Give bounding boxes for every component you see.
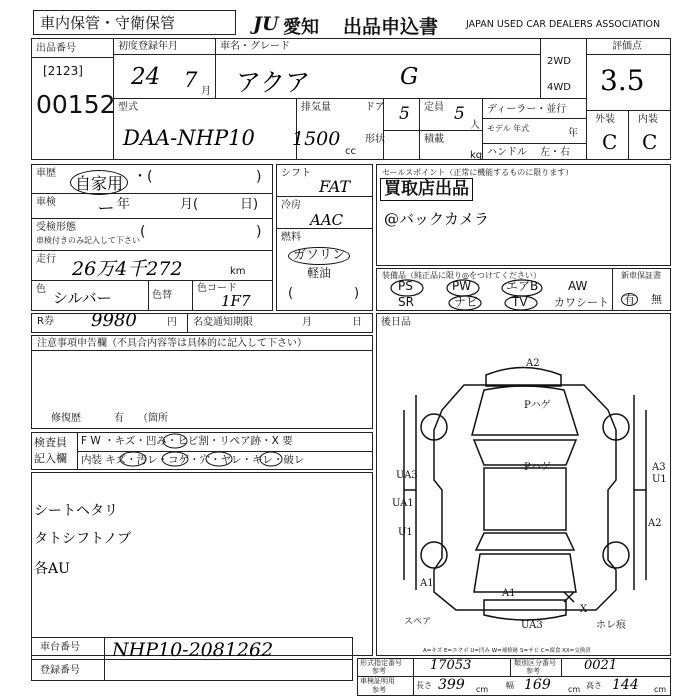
inspector-label-2: 記入欄 [34,452,67,465]
diagram-label-a2-right: A2 [648,518,662,529]
dealer-label: ディーラー・並行 [487,104,567,115]
equip-navi-circle [449,296,481,310]
diagram-label-spare: スペア [404,617,432,627]
diagram-right-side [634,395,646,590]
memo-line-2: タトシフトノブ [34,531,132,547]
capacity-value: 5 [454,104,465,124]
car-name-label: 車名・グレード [220,41,290,52]
mark-int-worn [260,452,282,466]
score-exterior: C [602,130,618,154]
recycle-unit: 円 [167,317,177,328]
shift-value: FAT [319,177,351,196]
diagram-label-dent-note: ホレ痕 [596,620,626,631]
model-label: 型式 [118,102,138,113]
diagram-trunk [474,554,576,592]
equip-aw: AW [568,279,588,293]
registration-month-unit: 月 [201,86,211,97]
diagram-label-pcoat-2: Pハゲ [524,462,551,473]
displacement-value: 1500 [292,128,341,150]
model-no-ref: 参考 [372,667,386,675]
diagram-label-a1-bottom: A1 [502,588,516,599]
repair-paren: （箇所 [138,413,168,424]
score-interior-label: 内装 [638,114,658,125]
fuel-diesel: 軽油 [307,266,332,280]
aircon-label: 冷房 [281,200,301,211]
mileage-label: 走行 [36,254,56,265]
shape-label: 形状 [365,134,385,145]
lot-sub-number: [2123] [43,64,83,78]
buyback-text: 買取店出品 [380,178,473,201]
diagram-label-ua1-left: UA1 [392,498,414,509]
color-code-label: 色コード [197,283,237,294]
equip-airbag: エアB [506,279,539,293]
warranty-yes: 有 [621,293,638,306]
rear-seat-label: 後日品 [381,317,411,328]
displacement-label: 排気量 [301,102,331,113]
cert-ref: 参考 [372,686,386,694]
color-code: 1F7 [221,292,251,310]
diagram-label-x: X [580,604,588,615]
fuel-gasoline: ガソリン [288,247,350,265]
car-name-value: アクア [236,68,311,97]
fuel-paren-open: ( [288,286,294,301]
storage-stamp-text: 車内保管・守衛保管 [40,14,176,32]
chassis-label: 車台番号 [40,642,80,653]
displacement-unit: cc [345,146,356,157]
chassis-value: NHP10-2081262 [112,639,274,661]
model-no-value: 17053 [430,658,472,673]
height-label: 高さ [586,681,602,690]
width-value: 169 [524,677,551,693]
repair-value: 有 [114,413,124,424]
inspector-marks [77,432,373,470]
cert-label: 車検証明用 [360,677,395,685]
height-value: 144 [612,677,639,693]
history-paren-close: ) [256,169,262,185]
diagram-roof [484,468,566,530]
model-no-label: 形式指定番号 [360,659,402,667]
recycle-label: R券 [37,316,54,327]
drive-2wd: 2WD [547,56,571,67]
plate-label: 登録番号 [40,665,80,676]
height-unit: cm [654,685,667,694]
diagram-left-side [404,395,416,590]
length-value: 399 [438,677,465,693]
score-value: 3.5 [600,64,645,97]
color-change-label: 色替 [152,290,172,301]
model-year-label: モデル 年式 [487,124,530,133]
storage-stamp [33,10,236,35]
capacity-unit: 人 [470,120,480,131]
equip-sr: SR [398,295,414,309]
doc-title: 出品申込書 [343,16,439,38]
aircon-value: AAC [310,211,344,229]
diagram-label-ua3-left: UA3 [396,470,418,481]
load-label: 積載 [424,134,444,145]
inspection-day-unit: 日) [240,197,259,212]
diagram-wheel-rr [603,542,629,568]
warranty-no: 無 [651,293,662,306]
shift-label: シフト [281,168,311,179]
diagram-label-u1-left: U1 [398,527,413,538]
score-interior: C [642,130,658,154]
equip-pw-circle [447,280,479,296]
receipt-label: 受検形態 [36,222,76,233]
receipt-paren-close: ) [256,224,262,240]
model-year-unit: 年 [568,128,578,139]
tax-label: 名変通知期限 [193,317,253,328]
equip-seat: カワシート [554,296,609,309]
equip-pw: PW [452,279,472,293]
notes-label: 注意事項申告欄（不具合内容等は具体的に記入して下さい） [37,338,307,349]
doors-value: 5 [399,104,410,124]
length-unit: cm [476,685,489,694]
diagram-label-a3-right: A3 [652,462,666,473]
warranty-label: 新車保証書 [621,271,661,280]
mark-int-burn [206,452,232,466]
diagram-label-pcoat-1: Pハゲ [524,400,551,411]
memo-line-3: 各AU [34,561,70,577]
equip-navi: ナビ [454,295,479,309]
inspection-value: ー [96,199,113,219]
registration-year: 24 [131,64,161,90]
model-value: DAA-NHP10 [123,126,255,150]
doors-label: ドア [365,102,385,113]
mark-dent [163,434,187,448]
history-value: 自家用 [70,170,128,195]
tax-day-unit: 日 [352,317,362,328]
registration-month: 7 [184,68,198,92]
handle-options: 左・右 [540,147,570,158]
length-label: 長さ [416,681,432,690]
color-label: 色 [36,284,46,295]
class-no-label: 類別区分番号 [514,659,556,667]
registration-label: 初度登録年月 [118,41,178,52]
diagram-label-a1-left: A1 [420,578,434,589]
mileage-value: 26万4千272 [72,258,183,280]
salespoint-item: @バックカメラ [384,210,490,228]
history-paren-open: ・( [133,169,153,185]
diagram-label-a2-top: A2 [526,358,540,369]
diagram-damage-x [564,592,574,602]
equip-ps: PS [398,279,413,293]
score-label: 評価点 [612,41,642,52]
inspector-label-1: 検査員 [34,436,67,449]
inspector-row-2: 内装 キズ・汚レ・コゲ・穴・ヤレ・キレ・破レ [81,454,305,466]
load-unit: kg [470,150,483,161]
equip-tv-circle [505,296,537,310]
english-title: JAPAN USED CAR DEALERS ASSOCIATION [466,19,661,30]
mark-int-scratch [120,452,146,466]
inspection-year-unit: 年 [117,197,131,212]
org-name: 愛知 [283,17,319,38]
diagram-front-bumper [486,368,561,387]
mark-int-stain [162,452,188,466]
diagram-rear-window [476,533,574,550]
salespoint-label: セールスポイント（正常に機能するものに限ります） [382,168,574,177]
lot-number: 00152 [36,90,116,119]
car-grade-value: G [400,64,419,90]
inspection-label: 車検 [36,197,56,208]
recycle-value: 9980 [91,310,137,331]
equipment-label: 装備品（純正品に限り◎をつけてください） [382,271,541,280]
ju-logo: JU [253,13,279,35]
score-exterior-label: 外装 [595,114,615,125]
memo-line-1: シートヘタリ [34,503,118,519]
width-unit: cm [568,685,581,694]
diagram-body-outline [434,385,616,610]
width-label: 幅 [506,681,514,690]
inspector-row-1: F W ・キズ・凹み・ヒビ割・リペア跡・X 要 [81,435,293,447]
equip-airbag-circle [502,280,542,296]
car-damage-diagram [376,330,671,656]
diagram-label-u1-right: U1 [652,474,667,485]
diagram-legend: A=キズ E=エクボ U=凹み W=補修跡 S=サビ C=腐食 XX=交換済 [423,648,591,654]
equip-tv: TV [512,295,528,309]
capacity-label: 定員 [424,102,444,113]
handle-label: ハンドル [487,147,527,158]
tax-month-unit: 月 [302,317,312,328]
diagram-label-ua3-bottom: UA3 [521,620,543,631]
drive-4wd: 4WD [547,82,571,93]
equip-ps-circle [391,280,423,296]
receipt-note: 車検付きのみ記入して下さい [36,236,140,245]
inspection-month-unit: 月( [180,197,199,212]
history-label: 車歴 [36,168,56,179]
equipment-circles [376,268,612,311]
fuel-label: 燃料 [281,232,301,243]
lot-label: 出品番号 [36,43,76,54]
class-no-value: 0021 [584,658,618,673]
color-value: シルバー [53,289,112,307]
class-no-ref: 参考 [526,667,540,675]
receipt-paren-open: ( [140,224,146,240]
fuel-paren-close: ) [354,286,360,301]
mileage-unit: km [230,266,246,277]
diagram-wheel-rl [421,542,447,568]
repair-label: 修復歴 [51,413,81,424]
